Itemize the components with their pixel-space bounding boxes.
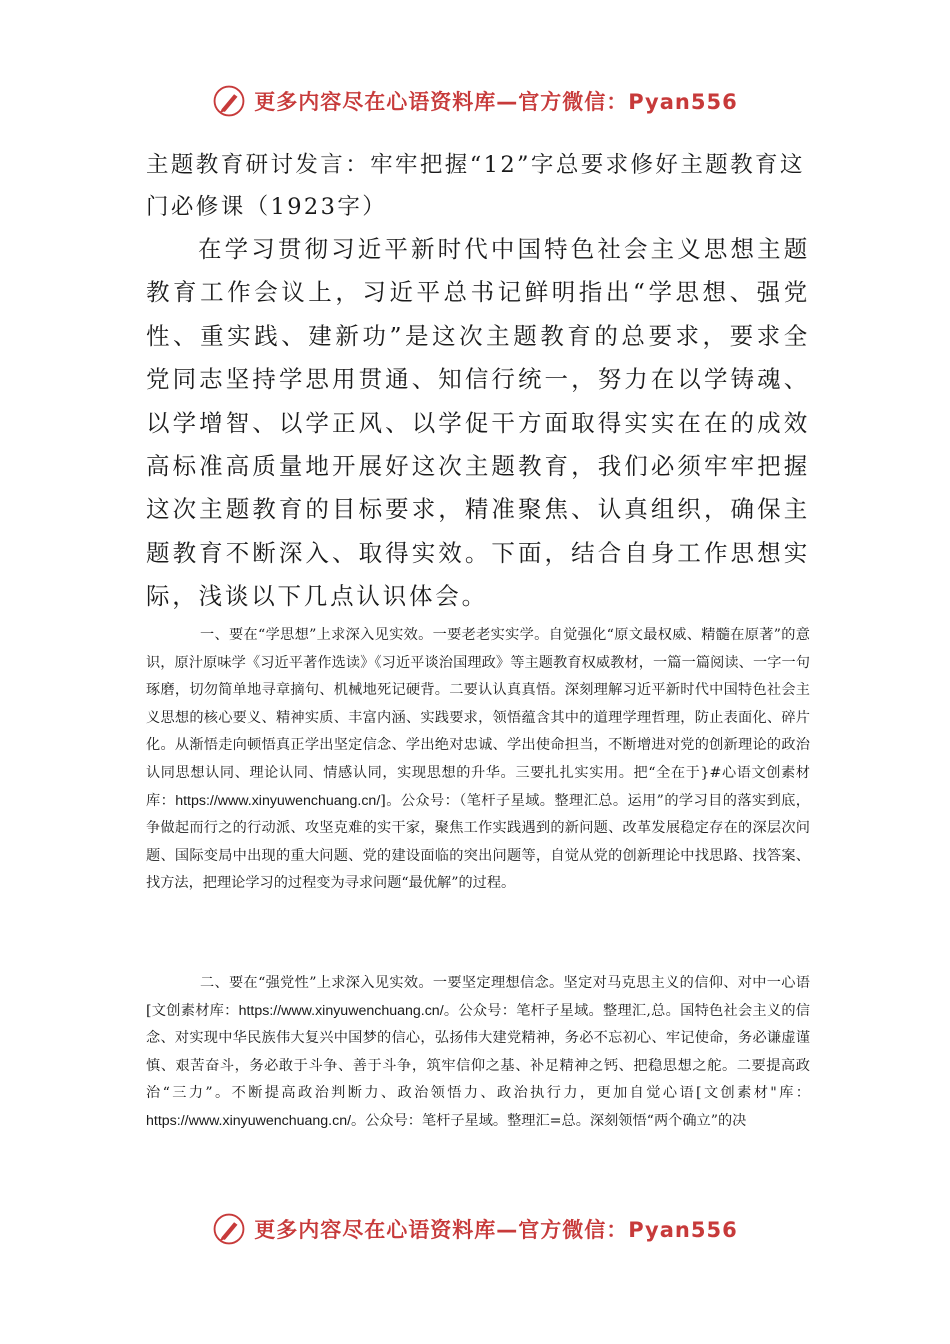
source-url-link: https://www.xinyuwenchuang.cn/ — [175, 792, 381, 809]
source-url-link: https://www.xinyuwenchuang.cn/ — [146, 1112, 352, 1129]
watermark-text: 更多内容尽在心语资料库—官方微信：Pyan556 — [254, 90, 738, 114]
lead-paragraph: 在学习贯彻习近平新时代中国特色社会主义思想主题教育工作会议上，习近平总书记鲜明指出“学思想、强党性、重实践、建新功”是这次主题教育的总要求，要求全党同志坚持学思用贯通、知信行统一，努力在以学铸魂、以学增智、以学正风、以学促干方面取得实实在在的成效高标准高质量地开展好这次主题教育，我们必须牢牢把握这次主题教育的目标要求，精准聚焦、认真组织，确保主题教育不断深入、取得实效。下面，结合自身工作思想实际，浅谈以下几点认识体会。 — [146, 235, 810, 611]
section-two-text-a: 二、要在“强党性”上求深入见实效。一要坚定理想信念。坚定对马克思主义的信仰、对中一心语[文创素材库： — [146, 975, 810, 1019]
pen-logo-icon — [212, 1212, 246, 1246]
section-two-paragraph — [146, 970, 810, 1136]
watermark-banner-top — [0, 84, 950, 118]
section-one-paragraph — [146, 622, 810, 898]
pen-logo-icon — [212, 84, 246, 118]
section-two-text-b: 。公众号：笔杆子星域。整理汇,总。国特色社会主义的信念、对实现中华民族伟大复兴中国梦的信心，弘扬伟大建党精神，务必不忘初心、牢记使命，务必谦虚谨慎、艰苦奋斗，务必敢于斗争、善于斗争，筑牢信仰之基、补足精神之钙、把稳思想之舵。二要提高政治“三力”。不断提高政治判断力、政治领悟力、政治执行力，更加自觉心语[文创素材"库： — [146, 1002, 810, 1102]
section-one-text-a: 一、要在“学思想”上求深入见实效。一要老老实实学。自觉强化“原文最权威、精髓在原著”的意识，原汁原味学《习近平著作选读》《习近平谈治国理政》等主题教育权威教材，一篇一篇阅读、一字一句琢磨，切勿简单地寻章摘句、机械地死记硬背。二要认认真真悟。深刻理解习近平新时代中国特色社会主义思想的核心要义、精神实质、丰富内涵、实践要求，领悟蕴含其中的道理学理哲理，防止表面化、碎片化。从渐悟走向顿悟真正学出坚定信念、学出绝对忠诚、学出使命担当，不断增进对党的创新理论的政治认同思想认同、理论认同、情感认同，实现思想的升华。三要扎扎实实用。把“全在于}#心语文创素材库： — [146, 627, 810, 809]
watermark-banner-bottom — [0, 1212, 950, 1246]
section-one-text-b: ]。公众号：（笔杆子星域。整理汇总。运用”的学习目的落实到底，争做起而行之的行动派、攻坚克难的实干家，聚焦工作实践遇到的新问题、改革发展稳定存在的深层次问题、国际变局中出现的重大问题、党的建设面临的突出问题等，自觉从党的创新理论中找思路、找答案、找方法，把理论学习的过程变为寻求问题“最优解”的过程。 — [146, 792, 810, 892]
watermark-text: 更多内容尽在心语资料库—官方微信：Pyan556 — [254, 1218, 738, 1242]
section-two-text-c: 。公众号：笔杆子星域。整理汇=总。深刻领悟“两个确立”的决 — [351, 1112, 747, 1129]
document-title: 主题教育研讨发言：牢牢把握“12”字总要求修好主题教育这门必修课（1923字） — [146, 152, 805, 220]
source-url-link: https://www.xinyuwenchuang.cn/ — [238, 1002, 444, 1019]
